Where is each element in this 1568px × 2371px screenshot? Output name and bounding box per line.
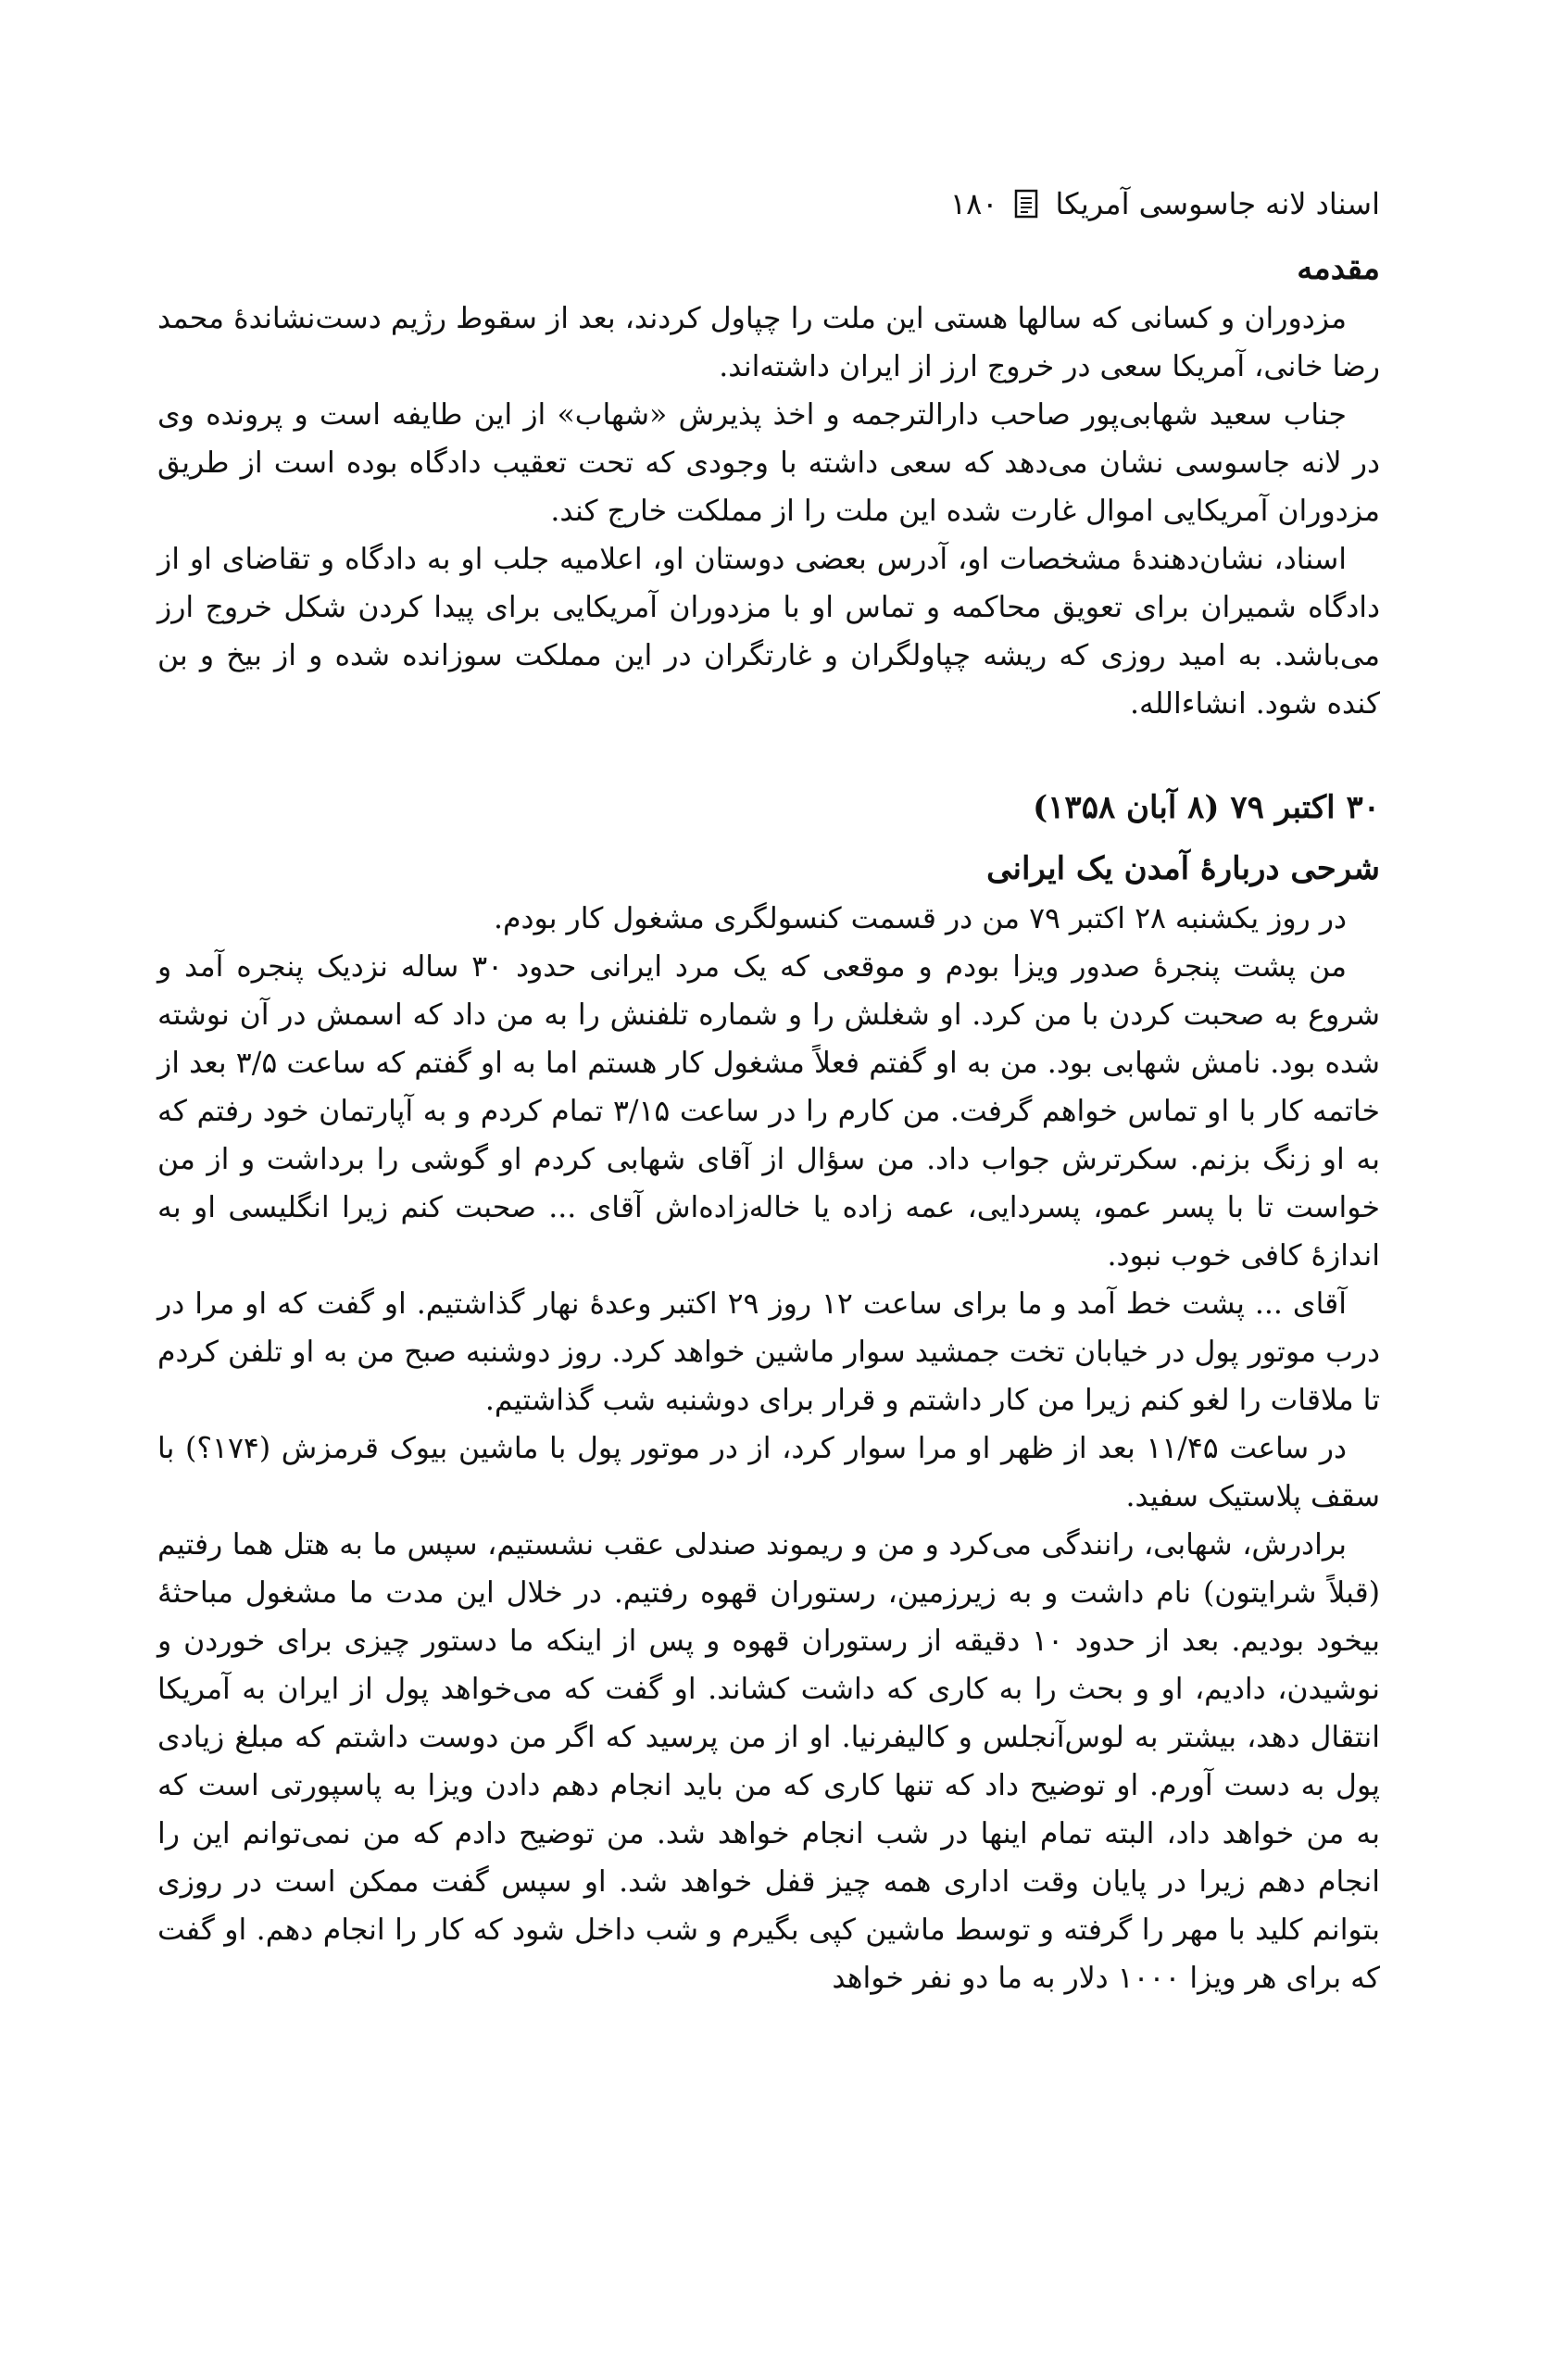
intro-paragraph: جناب سعید شهابی‌پور صاحب دارالترجمه و اخذ پذیرش «شهاب» از این طایفه است و پرونده وی در لانه جاسوسی نشان می‌دهد که سعی داشته با وجودی که تحت تعقیب دادگاه بوده است از طریق مزدوران آمریکایی اموال غارت شده این ملت را از مملکت خارج کند. [157,398,1380,528]
document-paragraph: آقای ... پشت خط آمد و ما برای ساعت ۱۲ روز ۲۹ اکتبر وعدهٔ نهار گذاشتیم. او گفت که او مرا در درب موتور پول در خیابان تخت جمشید سوار ماشین خواهد کرد. روز دوشنبه صبح من به او تلفن کردم تا ملاقات را لغو کنم زیرا من کار داشتم و قرار برای دوشنبه شب گذاشتیم. [157,1287,1380,1417]
document-paragraph: من پشت پنجرهٔ صدور ویزا بودم و موقعی که یک مرد ایرانی حدود ۳۰ ساله نزدیک پنجره آمد و شروع به صحبت کردن با من کرد. او شغلش را و شماره تلفنش را به من داد که اسمش در آن نوشته شده بود. نامش شهابی بود. من به او گفتم فعلاً مشغول کار هستم اما به او گفتم که ساعت ۳/۵ بعد از خاتمه کار با او تماس خواهم گرفت. من کارم را در ساعت ۳/۱۵ تمام کردم و به آپارتمان خود رفتم که به او زنگ بزنم. سکرترش جواب داد. من سؤال از آقای شهابی کردم او گوشی را برداشت و از من خواست تا با پسر عمو، پسردایی، عمه زاده یا خاله‌زاده‌اش آقای ... صحبت کنم زیرا انگلیسی او به اندازهٔ کافی خوب نبود. [157,950,1380,1273]
document-paragraph: در ساعت ۱۱/۴۵ بعد از ظهر او مرا سوار کرد، از در موتور پول با ماشین بیوک قرمزش (۱۷۴؟) با سقف پلاستیک سفید. [157,1432,1380,1513]
document-icon [1014,189,1038,219]
intro-paragraph: اسناد، نشان‌دهندهٔ مشخصات او، آدرس بعضی دوستان او، اعلامیه جلب او به دادگاه و تقاضای او از دادگاه شمیران برای تعویق محاکمه و تماس او با مزدوران آمریکایی برای پیدا کردن شکل خروج ارز می‌باشد. به امید روزی که ریشه چپاولگران و غارتگران در این مملکت سوزانده شده و از بیخ و بن کنده شود. انشاءالله. [157,543,1380,721]
document-date-heading: ۳۰ اکتبر ۷۹ (۸ آبان ۱۳۵۸) [1033,789,1380,826]
document-paragraph: در روز یکشنبه ۲۸ اکتبر ۷۹ من در قسمت کنسولگری مشغول کار بودم. [493,902,1347,935]
page-number: ۱۸۰ [949,186,998,221]
intro-heading: مقدمه [1297,250,1380,287]
running-header [157,176,1380,232]
intro-paragraph: مزدوران و کسانی که سالها هستی این ملت را چپاول کردند، بعد از سقوط رژیم دست‌نشاندهٔ محمد رضا خانی، آمریکا سعی در خروج ارز از ایران داشته‌اند. [157,302,1380,383]
document-paragraph: برادرش، شهابی، رانندگی می‌کرد و من و ریموند صندلی عقب نشستیم، سپس ما به هتل هما رفتیم (قبلاً شرایتون) نام داشت و به زیرزمین، رستوران قهوه رفتیم. در خلال این مدت ما مشغول مباحثهٔ بیخود بودیم. بعد از حدود ۱۰ دقیقه از رستوران قهوه و پس از اینکه ما دستور چیزی برای خوردن و نوشیدن، دادیم، او و بحث را به کاری که داشت کشاند. او گفت که می‌خواهد پول از ایران به آمریکا انتقال دهد، بیشتر به لوس‌آنجلس و کالیفرنیا. او از من پرسید که اگر من دوست داشتم که مبلغ زیادی پول به دست آورم. او توضیح داد که تنها کاری که من باید انجام دهم دادن ویزا به پاسپورتی است که به من خواهد داد، البته تمام اینها در شب انجام خواهد شد. من توضیح دادم که من نمی‌توانم این را انجام دهم زیرا در پایان وقت اداری همه چیز قفل خواهد شد. او سپس گفت ممکن است در روزی بتوانم کلید با مهر را گرفته و توسط ماشین کپی بگیرم و شب داخل شود که کار را انجام دهم. او گفت که برای هر ویزا ۱۰۰۰ دلار به ما دو نفر خواهد [157,1528,1380,1995]
book-page [157,176,1380,2002]
book-title: اسناد لانه جاسوسی آمریکا [1055,186,1380,221]
document-title: شرحی دربارهٔ آمدن یک ایرانی [986,850,1380,887]
